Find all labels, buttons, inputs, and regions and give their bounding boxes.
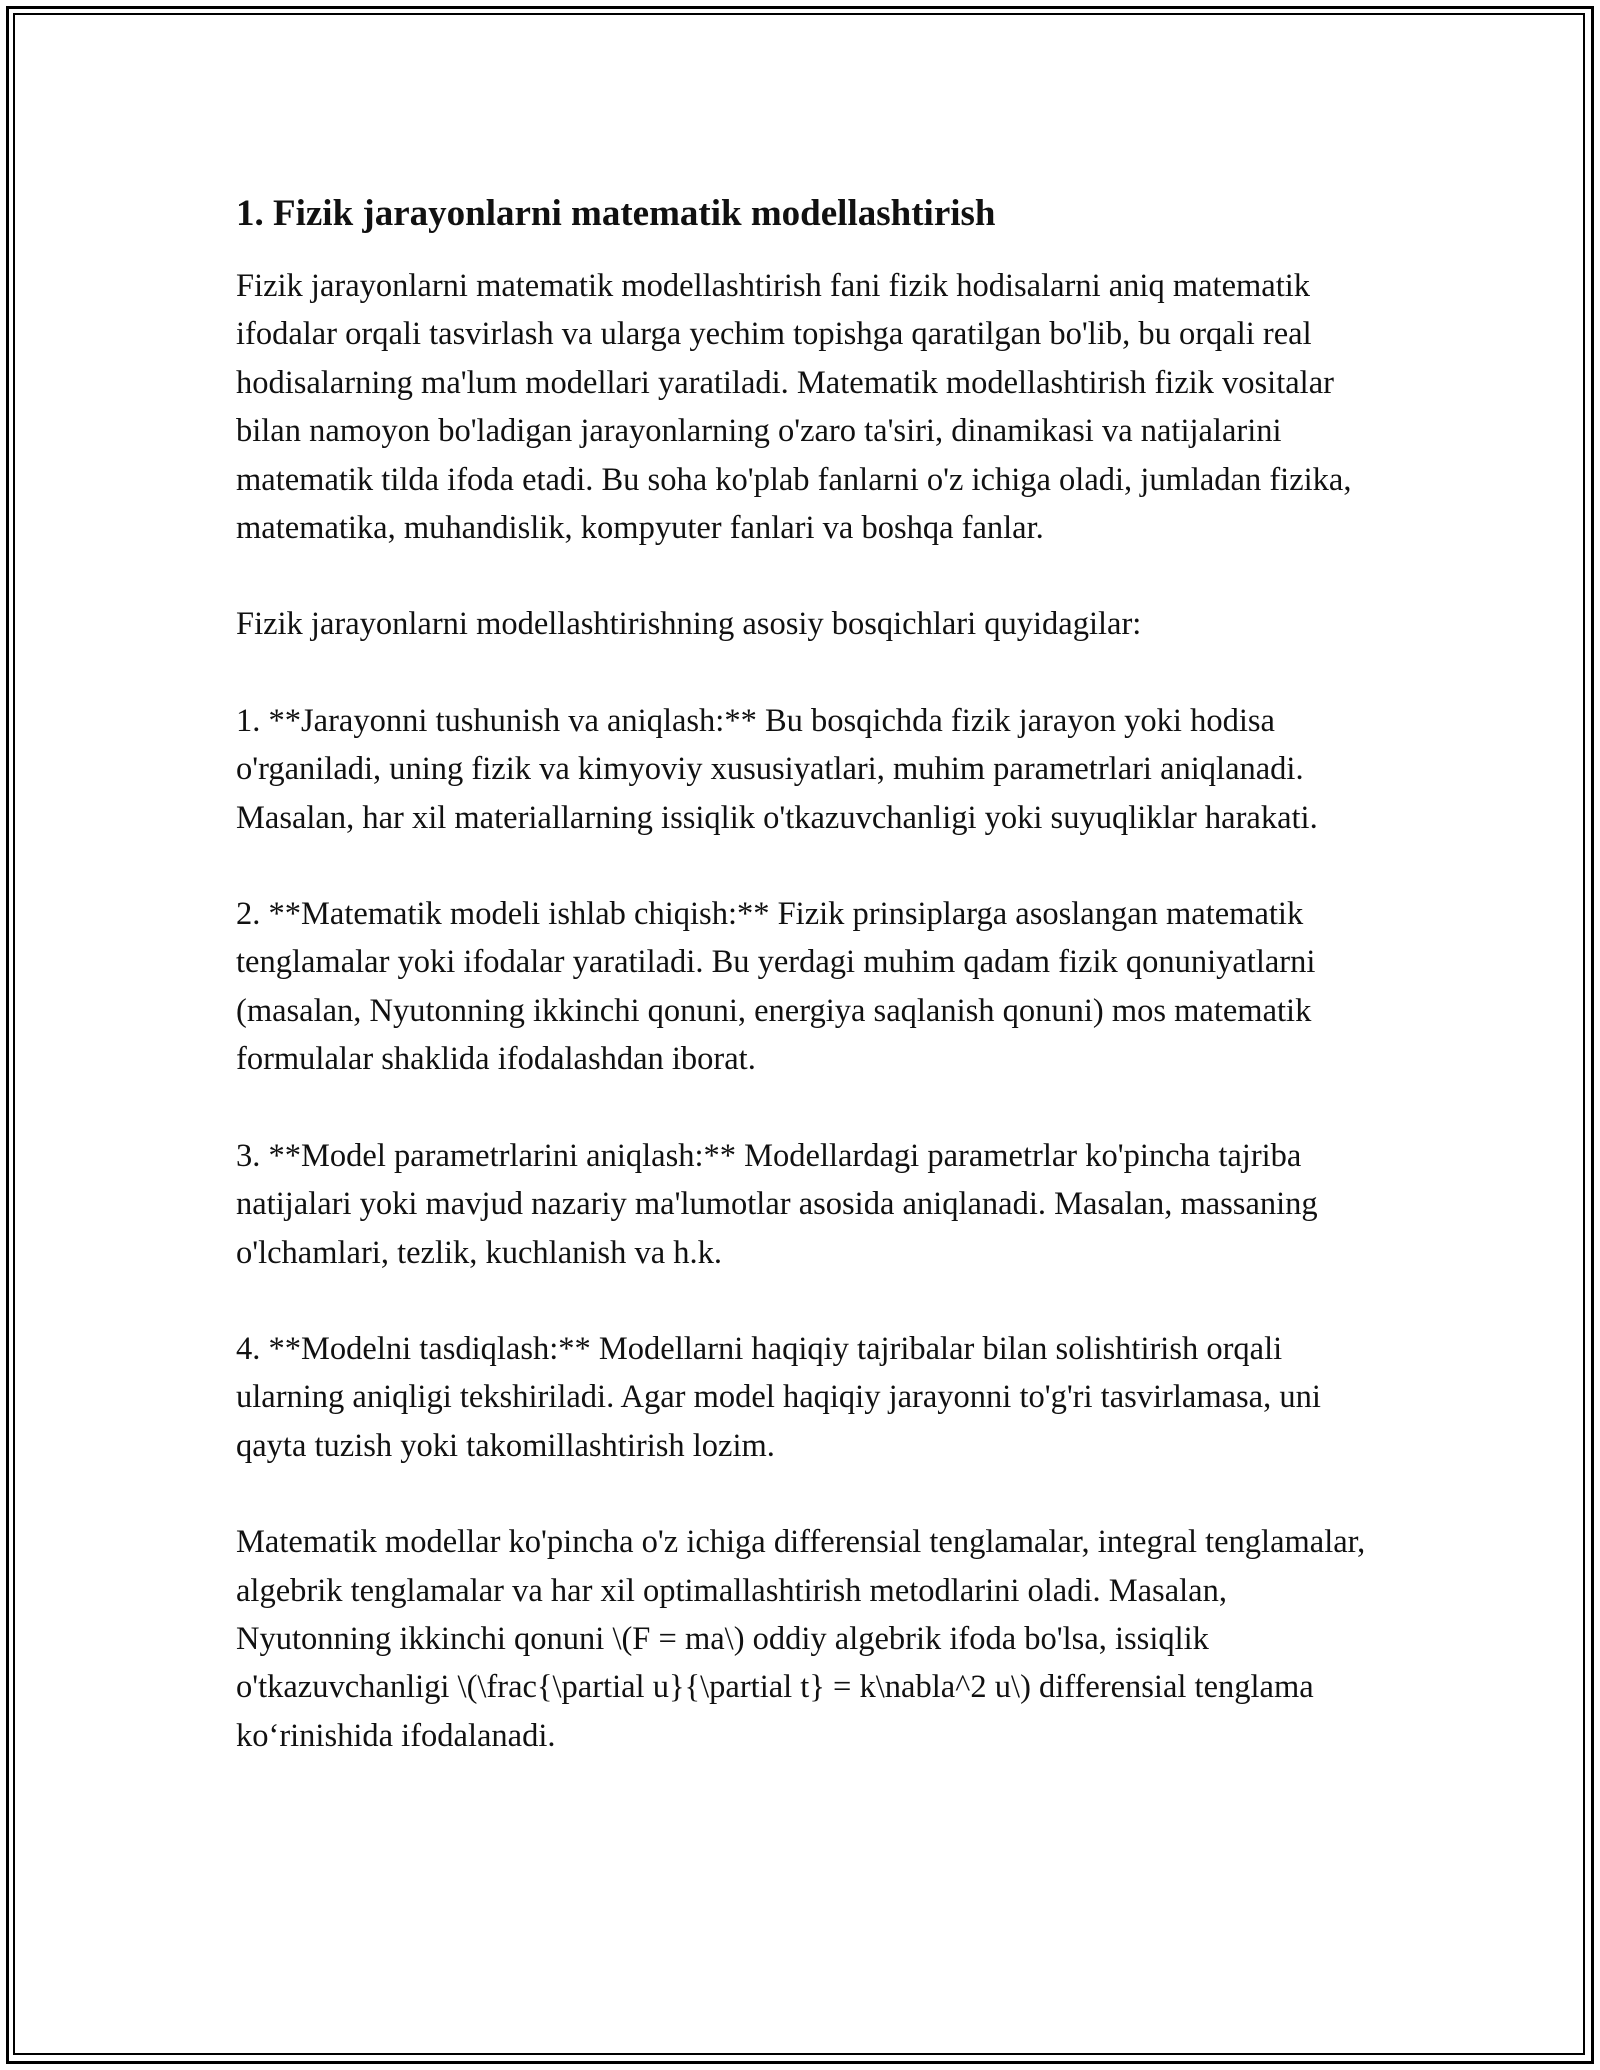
intro-paragraph: Fizik jarayonlarni matematik modellashtirish fani fizik hodisalarni aniq matematik ifodalar orqali tasvirlash va ularga yechim topishga qaratilgan bo'lib, bu orqali real hodisalarning ma'lum modellari yaratiladi. Matematik modellashtirish fizik vositalar bilan namoyon bo'ladigan jarayonlarning o'zaro ta'siri, dinamikasi va natijalarini matematik tilda ifoda etadi. Bu soha ko'plab fanlarni o'z ichiga oladi, jumladan fizika, matematika, muhandislik, kompyuter fanlari va boshqa fanlar.	[236, 268, 1352, 547]
section-heading: 1. Fizik jarayonlarni matematik modellashtirish	[236, 193, 996, 234]
conclusion-paragraph: Matematik modellar ko'pincha o'z ichiga differensial tenglamalar, integral tenglamalar, algebrik tenglamalar va har xil optimallashtirish metodlarini oladi. Masalan, Nyutonning ikkinchi qonuni \(F = ma\) oddiy algebrik ifoda bo'lsa, issiqlik o'tkazuvchanligi \(\frac{\partial u}{\partial t} = k\nabla^2 u\) differensial tenglama ko‘rinishida ifodalanadi.	[236, 1524, 1366, 1754]
stage-4-paragraph: 4. **Modelni tasdiqlash:** Modellarni haqiqiy tajribalar bilan solishtirish orqali ularning aniqligi tekshiriladi. Agar model haqiqiy jarayonni to'g'ri tasvirlamasa, uni qayta tuzish yoki takomillashtirish lozim.	[236, 1330, 1321, 1464]
stage-2-paragraph: 2. **Matematik modeli ishlab chiqish:** Fizik prinsiplarga asoslangan matematik tenglamalar yoki ifodalar yaratiladi. Bu yerdagi muhim qadam fizik qonuniyatlarni (masalan, Nyutonning ikkinchi qonuni, energiya saqlanish qonuni) mos matematik formulalar shaklida ifodalashdan iborat.	[236, 896, 1316, 1078]
stage-3-paragraph: 3. **Model parametrlarini aniqlash:** Modellardagi parametrlar ko'pincha tajriba natijalari yoki mavjud nazariy ma'lumotlar asosida aniqlanadi. Masalan, massaning o'lchamlari, tezlik, kuchlanish va h.k.	[236, 1137, 1318, 1271]
document-body	[236, 186, 1366, 1760]
stages-intro-paragraph: Fizik jarayonlarni modellashtirishning asosiy bosqichlari quyidagilar:	[236, 606, 1142, 643]
stage-1-paragraph: 1. **Jarayonni tushunish va aniqlash:** Bu bosqichda fizik jarayon yoki hodisa o'rganiladi, uning fizik va kimyoviy xususiyatlari, muhim parametrlari aniqlanadi. Masalan, har xil materiallarning issiqlik o'tkazuvchanligi yoki suyuqliklar harakati.	[236, 702, 1318, 836]
